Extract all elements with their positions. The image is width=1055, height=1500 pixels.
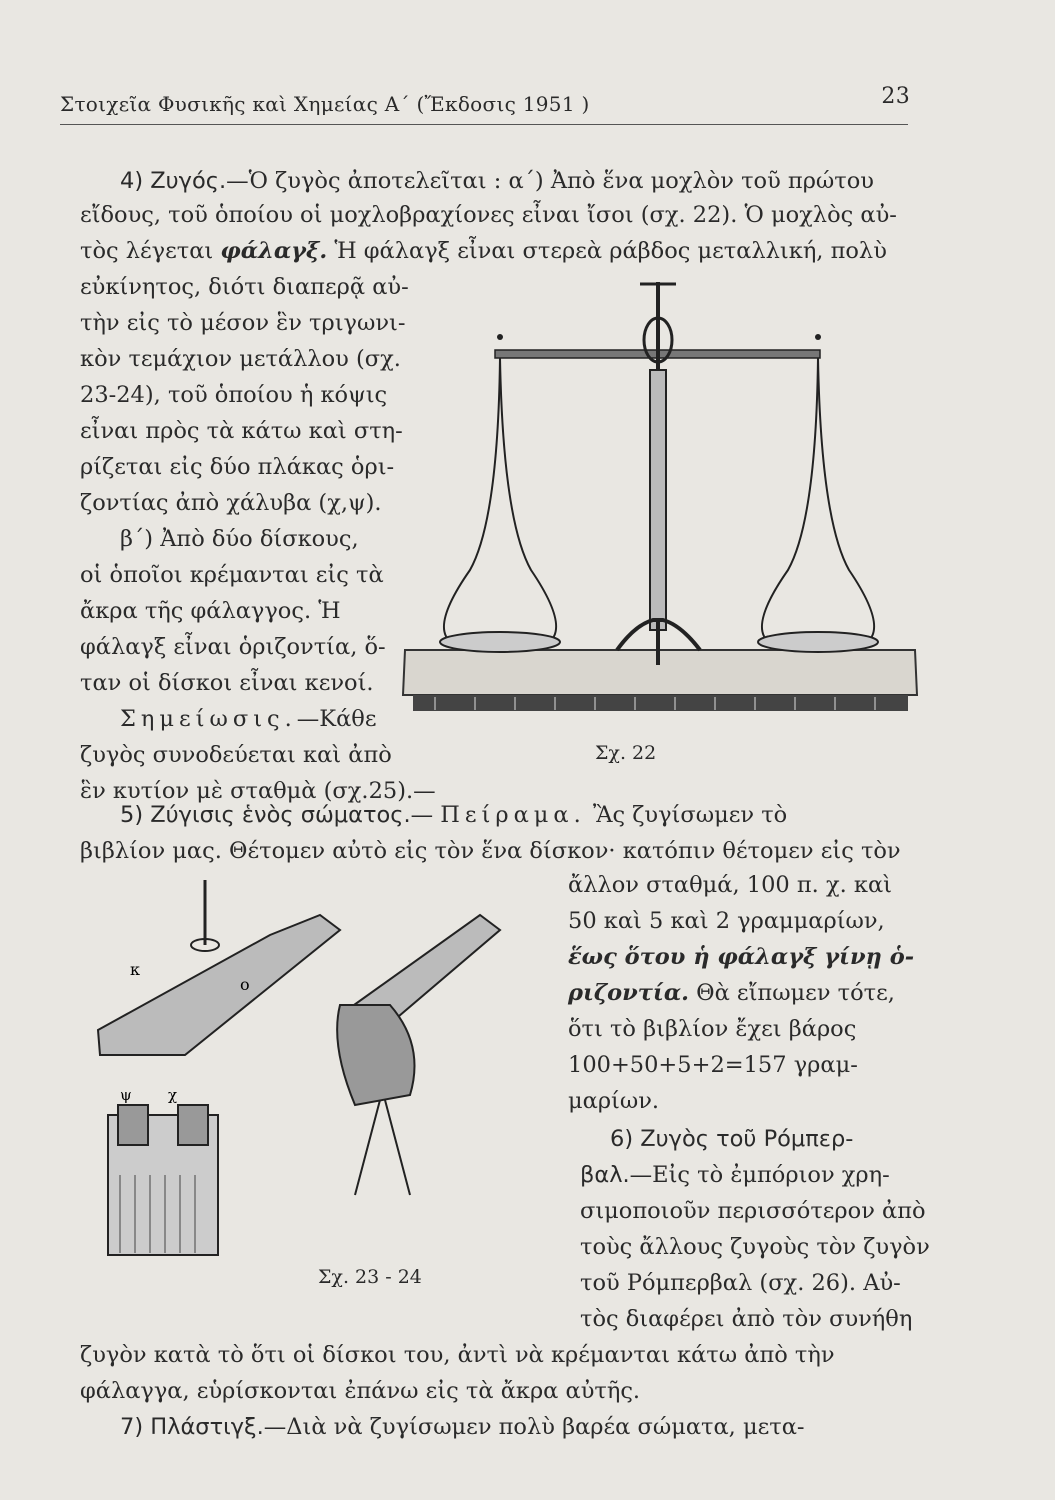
s5-line-5 [568,942,914,972]
s4-note-label: Σημείωσις. [120,706,297,732]
s4-line-8: εἶναι πρὸς τὰ κάτω καὶ στη- [80,418,403,444]
figure-23-24-caption: Σχ. 23 - 24 [318,1266,422,1288]
s5-heading: 5) Ζύγισις ἑνὸς σώματος. [120,802,411,828]
s4-line-17: ζυγὸς συνοδεύεται καὶ ἀπὸ [80,742,392,768]
header-rule [60,124,908,125]
fig23-label-psi: ψ [120,1086,132,1104]
s5-line-4: 50 καὶ 5 καὶ 2 γραμμαρίων, [568,908,885,934]
s5-emphasis: ριζοντία. [568,980,689,1006]
fig23-label-o: o [240,975,250,994]
s6-line-8: φάλαγγα, εὑρίσκονται ἐπάνω εἰς τὰ ἄκρα αὐτῆς. [80,1378,641,1404]
s6-text: —Εἰς τὸ ἐμπόριον χρη- [629,1162,890,1188]
s4-line-9: ρίζεται εἰς δύο πλάκας ὁρι- [80,454,395,480]
s4-line-16 [120,704,377,734]
s5-experiment-label: Πείραμα. [440,802,586,828]
s4-line-13: ἄκρα τῆς φάλαγγος. Ἡ [80,598,341,624]
header-title: Στοιχεῖα Φυσικῆς καὶ Χημείας Α΄ (Ἔκδοσις 1951 ) [60,92,590,116]
s4-text: —Κάθε [296,706,377,732]
s5-line-6 [568,978,895,1008]
s5-text: Θὰ εἴπωμεν τότε, [696,980,895,1006]
s7-heading: 7) Πλάστιγξ. [120,1414,264,1440]
s4-line-6: κὸν τεμάχιον μετάλλου (σχ. [80,346,401,372]
fig23-label-chi: χ [168,1086,178,1104]
running-header [60,84,910,116]
s4-term-falanx: φάλαγξ. [220,238,328,264]
s5-line-7: ὅτι τὸ βιβλίον ἔχει βάρος [568,1016,857,1042]
s4-line-2: εἴδους, τοῦ ὁποίου οἱ μοχλοβραχίονες εἶναι ἴσοι (σχ. 22). Ὁ μοχλὸς αὐ- [80,202,897,228]
s7-line-1 [120,1412,805,1442]
s5-line-2: βιβλίον μας. Θέτομεν αὐτὸ εἰς τὸν ἕνα δίσκον· κατόπιν θέτομεν εἰς τὸν [80,838,901,864]
s5-emphasis: ἕως ὅτου ἡ φάλαγξ γίνῃ ὁ- [568,944,915,970]
s4-text: Ἡ φάλαγξ εἶναι στερεὰ ράβδος μεταλλική, πολὺ [334,238,887,264]
figure-22-caption: Σχ. 22 [595,742,657,764]
s4-line-18: ἓν κυτίον μὲ σταθμὰ (σχ.25).— [80,778,436,804]
s4-line-1 [120,166,874,196]
page-number: 23 [881,84,910,109]
s4-line-7: 23-24), τοῦ ὁποίου ἡ κόψις [80,382,388,408]
s6-line-2 [580,1160,890,1190]
s4-line-15: ταν οἱ δίσκοι εἶναι κενοί. [80,670,374,696]
s4-line-5: τὴν εἰς τὸ μέσον ἓν τριγωνι- [80,310,406,336]
s5-line-1 [120,800,787,830]
s4-heading: 4) Ζυγός. [120,168,227,194]
s6-line-6: τὸς διαφέρει ἀπὸ τὸν συνήθη [580,1306,913,1332]
s4-text: —Ὁ ζυγὸς ἀποτελεῖται : α΄) Ἀπὸ ἕνα μοχλὸν τοῦ πρώτου [226,168,874,194]
s4-text: τὸς λέγεται [80,238,214,264]
s6-line-5: τοῦ Ρόμπερβαλ (σχ. 26). Αὐ- [580,1270,901,1296]
s6-line-4: τοὺς ἄλλους ζυγοὺς τὸν ζυγὸν [580,1234,930,1260]
s5-line-8: 100+50+5+2=157 γραμ- [568,1052,858,1078]
s6-line-7: ζυγὸν κατὰ τὸ ὅτι οἱ δίσκοι του, ἀντὶ νὰ κρέμανται κάτω ἀπὸ τὴν [80,1342,835,1368]
figure-23-24-knife-edge [90,875,550,1265]
s4-line-11: β΄) Ἀπὸ δύο δίσκους, [120,526,359,552]
s4-line-3 [80,236,887,266]
s7-text: —Διὰ νὰ ζυγίσωμεν πολὺ βαρέα σώματα, μετα- [263,1414,805,1440]
fig23-label-k: κ [130,960,140,979]
s4-line-10: ζοντίας ἀπὸ χάλυβα (χ,ψ). [80,490,382,516]
s5-text: Ἂς ζυγίσωμεν τὸ [592,802,788,828]
s5-line-9: μαρίων. [568,1088,660,1114]
s4-line-12: οἱ ὁποῖοι κρέμανται εἰς τὰ [80,562,384,588]
s6-line-3: σιμοποιοῦν περισσότερον ἀπὸ [580,1198,926,1224]
s4-line-4: εὐκίνητος, διότι διαπερᾷ αὐ- [80,274,409,300]
s4-line-14: φάλαγξ εἶναι ὁριζοντία, ὅ- [80,634,386,660]
figure-22-balance [395,270,925,740]
s6-heading-line-1: 6) Ζυγὸς τοῦ Ρόμπερ- [610,1126,854,1152]
s6-heading-end: βαλ. [580,1162,630,1188]
s5-line-3: ἄλλον σταθμά, 100 π. χ. καὶ [568,872,892,898]
s5-dash: — [410,802,434,828]
